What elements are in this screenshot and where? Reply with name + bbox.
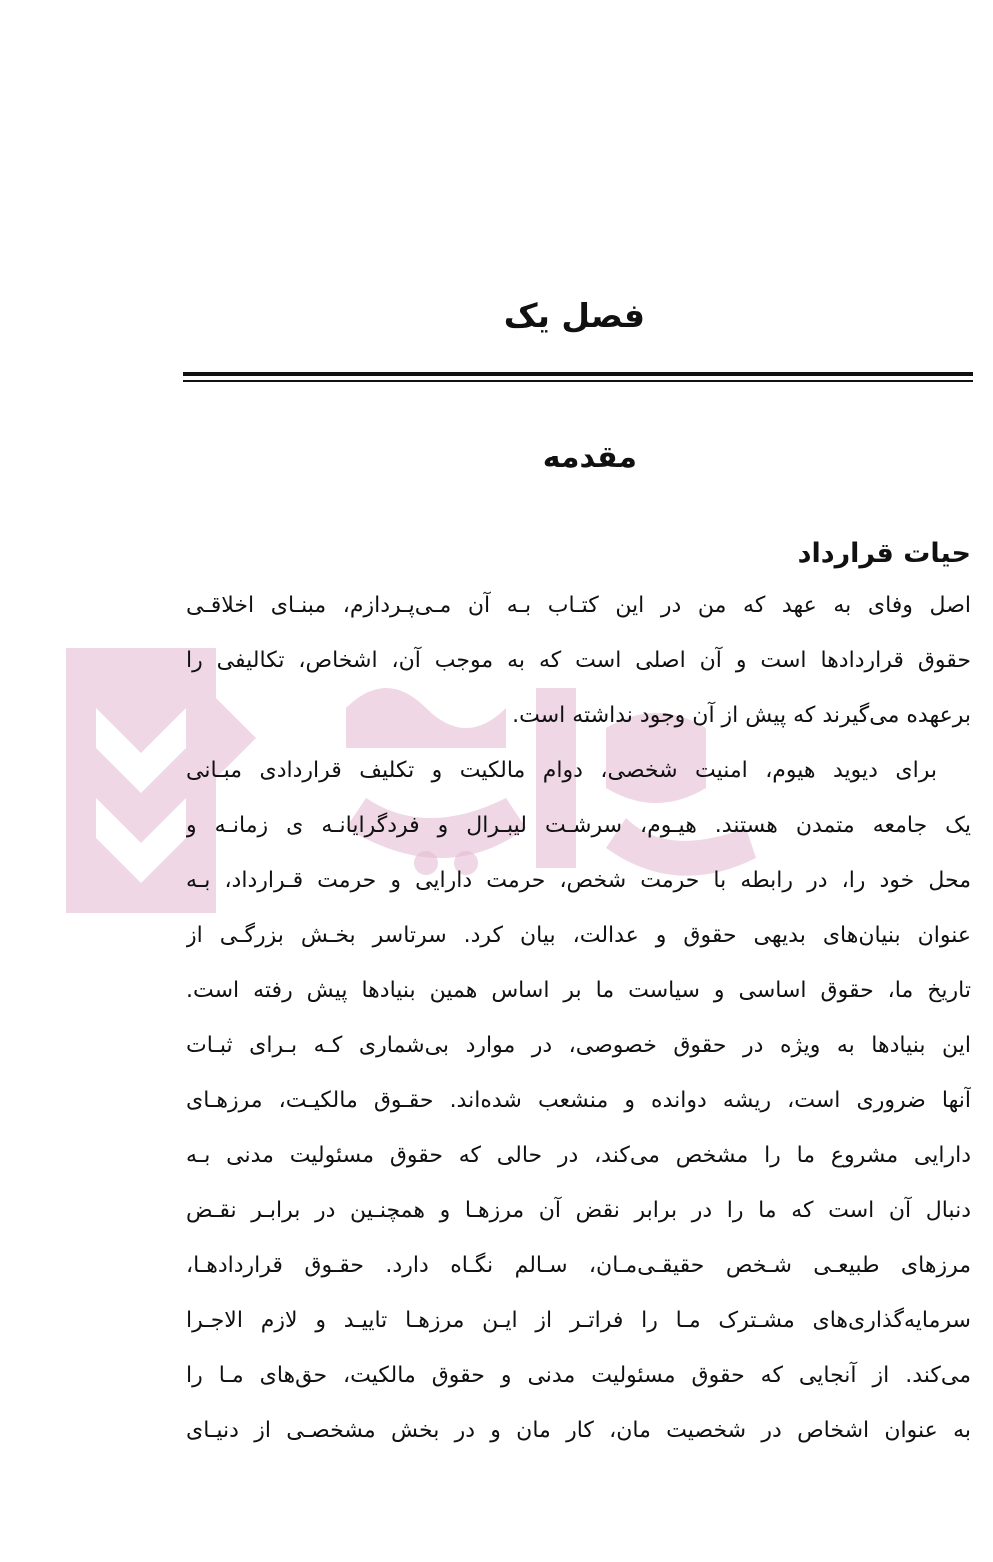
- title-rule-thick: [183, 372, 973, 376]
- text-line: برای دیوید هیوم، امنیت شخصی، دوام مالکیت و تکلیف قراردادی مبـانی: [186, 758, 937, 783]
- chapter-title: فصل یک: [503, 296, 645, 335]
- text-line: عنوان بنیان‌های بدیهی حقوق و عدالت، بیان کرد. سرتاسر بخـش بزرگـی از: [186, 923, 971, 948]
- section-title: مقدمه: [542, 440, 637, 475]
- text-line: می‌کند. از آنجایی که حقوق مسئولیت مدنی و حقوق مالکیت، حق‌های مـا را: [186, 1363, 971, 1388]
- text-line: اصل وفای به عهد که من در این کتـاب بـه آن مـی‌پـردازم، مبنـای اخلاقـی: [186, 593, 971, 618]
- subsection-heading: حیات قرارداد: [797, 538, 971, 569]
- text-line: به عنوان اشخاص در شخصیت مان، کار مان و در بخش مشخصـی از دنیـای: [186, 1418, 971, 1443]
- text-line: این بنیادها به ویژه در حقوق خصوصی، در موارد بی‌شماری کـه بـرای ثبـات: [186, 1033, 971, 1058]
- text-line: تاریخ ما، حقوق اساسی و سیاست ما بر اساس همین بنیادها پیش رفته است.: [186, 978, 971, 1003]
- text-line: برعهده می‌گیرند که پیش از آن وجود نداشته است.: [512, 703, 971, 728]
- text-line: محل خود را، در رابطه با حرمت شخص، حرمت دارایی و حرمت قـرارداد، بـه: [186, 868, 971, 893]
- body-text: [186, 578, 971, 1458]
- text-line: مرزهای طبیعـی شـخص حقیقـی‌مـان، سـالم نگـاه دارد. حقـوق قراردادهـا،: [186, 1253, 971, 1278]
- text-line: سرمایه‌گذاری‌های مشـترک مـا را فراتـر از ایـن مرزهـا تاییـد و لازم الاجـرا: [186, 1308, 971, 1333]
- text-line: دنبال آن است که ما را در برابر نقض آن مرزهـا و همچنـین در برابـر نقـض: [186, 1198, 971, 1223]
- text-line: آنها ضروری است، ریشه دوانده و منشعب شده‌اند. حقـوق مالکیـت، مرزهـای: [186, 1088, 971, 1113]
- text-line: حقوق قراردادها است و آن اصلی است که به موجب آن، اشخاص، تکالیفی را: [186, 648, 971, 673]
- title-rule-thin: [183, 380, 973, 382]
- text-line: یک جامعه متمدن هستند. هیـوم، سرشـت لیبـرال و فردگرایانـه ی زمانـه و: [186, 813, 971, 838]
- text-line: دارایی مشروع ما را مشخص می‌کند، در حالی که حقوق مسئولیت مدنی بـه: [186, 1143, 971, 1168]
